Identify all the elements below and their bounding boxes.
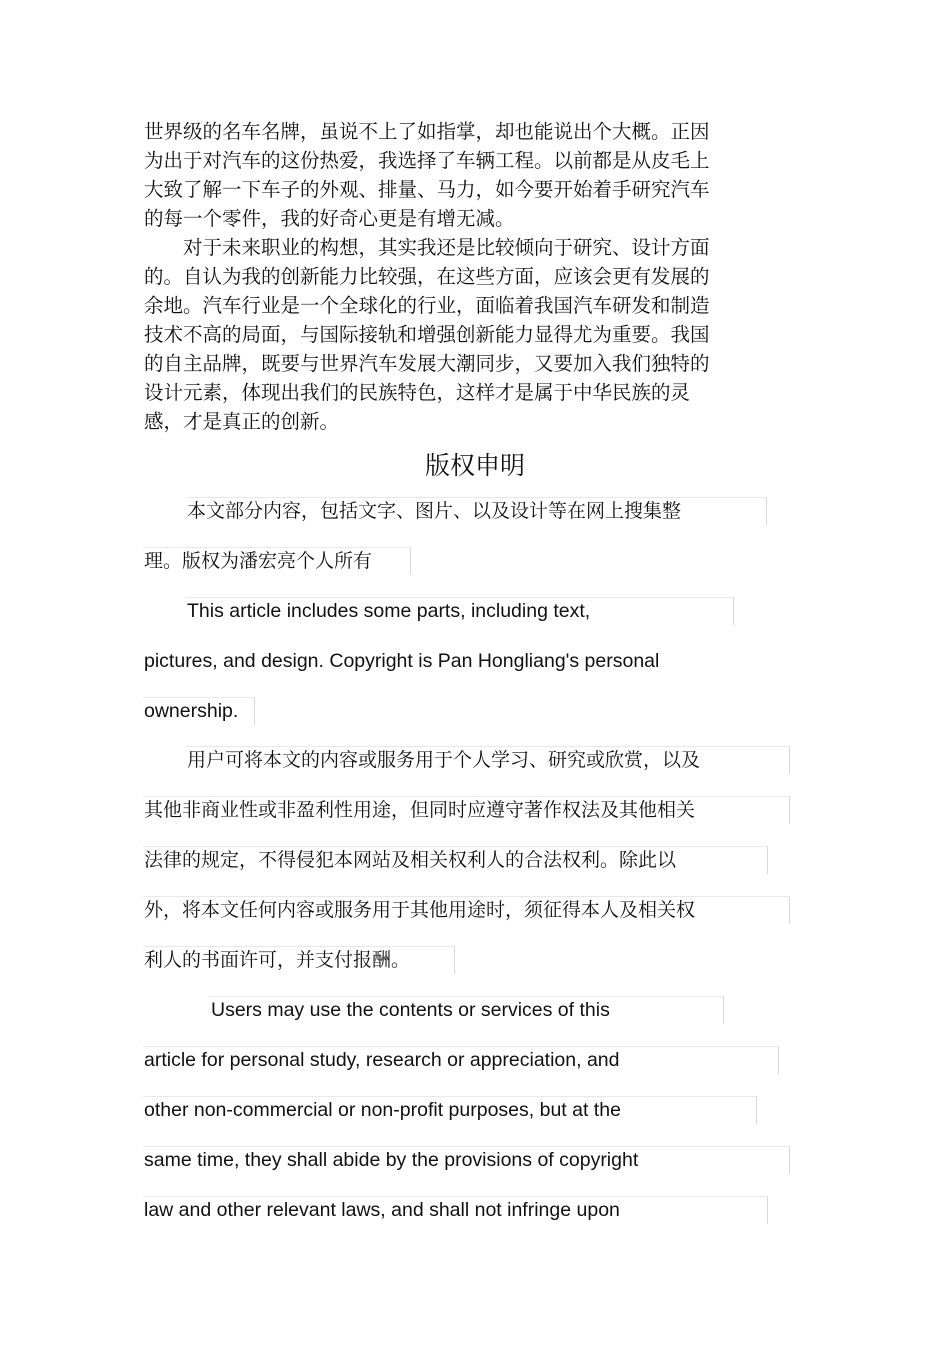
intro-line: 技术不高的局面，与国际接轨和增强创新能力显得尤为重要。我国 [144, 323, 710, 346]
copyright-line: 利人的书面许可，并支付报酬。 [144, 949, 411, 971]
copyright-line: other non-commercial or non-profit purposes, but at the [144, 1099, 621, 1121]
intro-line: 世界级的名车名牌，虽说不上了如指掌，却也能说出个大概。正因 [144, 120, 710, 143]
intro-line: 的每一个零件，我的好奇心更是有增无减。 [144, 207, 515, 230]
copyright-line: law and other relevant laws, and shall not infringe upon [144, 1199, 620, 1221]
copyright-line: 法律的规定，不得侵犯本网站及相关权利人的合法权利。除此以 [144, 849, 677, 871]
copyright-line: same time, they shall abide by the provisions of copyright [144, 1149, 639, 1171]
copyright-line: 外，将本文任何内容或服务用于其他用途时，须征得本人及相关权 [144, 899, 696, 921]
intro-line: 大致了解一下车子的外观、排量、马力，如今要开始着手研究汽车 [144, 178, 710, 201]
copyright-line: Users may use the contents or services of this [211, 999, 610, 1021]
copyright-line: article for personal study, research or appreciation, and [144, 1049, 620, 1071]
intro-line: 感，才是真正的创新。 [144, 410, 340, 433]
copyright-title: 版权申明 [424, 451, 525, 480]
copyright-line: This article includes some parts, including text, [187, 600, 591, 622]
intro-line: 的。自认为我的创新能力比较强，在这些方面，应该会更有发展的 [144, 265, 710, 288]
intro-line: 的自主品牌，既要与世界汽车发展大潮同步，又要加入我们独特的 [144, 352, 710, 375]
copyright-line: 理。版权为潘宏亮个人所有 [144, 550, 373, 572]
copyright-line: pictures, and design. Copyright is Pan Hongliang's personal [144, 650, 660, 672]
copyright-line: 其他非商业性或非盈利性用途，但同时应遵守著作权法及其他相关 [144, 799, 696, 821]
copyright-line: 本文部分内容，包括文字、图片、以及设计等在网上搜集整 [187, 500, 682, 522]
intro-line: 对于未来职业的构想，其实我还是比较倾向于研究、设计方面 [144, 236, 710, 259]
intro-line: 设计元素，体现出我们的民族特色，这样才是属于中华民族的灵 [144, 381, 691, 404]
copyright-line: ownership. [144, 700, 239, 722]
intro-line: 为出于对汽车的这份热爱，我选择了车辆工程。以前都是从皮毛上 [144, 149, 710, 172]
copyright-line: 用户可将本文的内容或服务用于个人学习、研究或欣赏，以及 [187, 749, 701, 771]
intro-line: 余地。汽车行业是一个全球化的行业，面临着我国汽车研发和制造 [144, 294, 710, 317]
